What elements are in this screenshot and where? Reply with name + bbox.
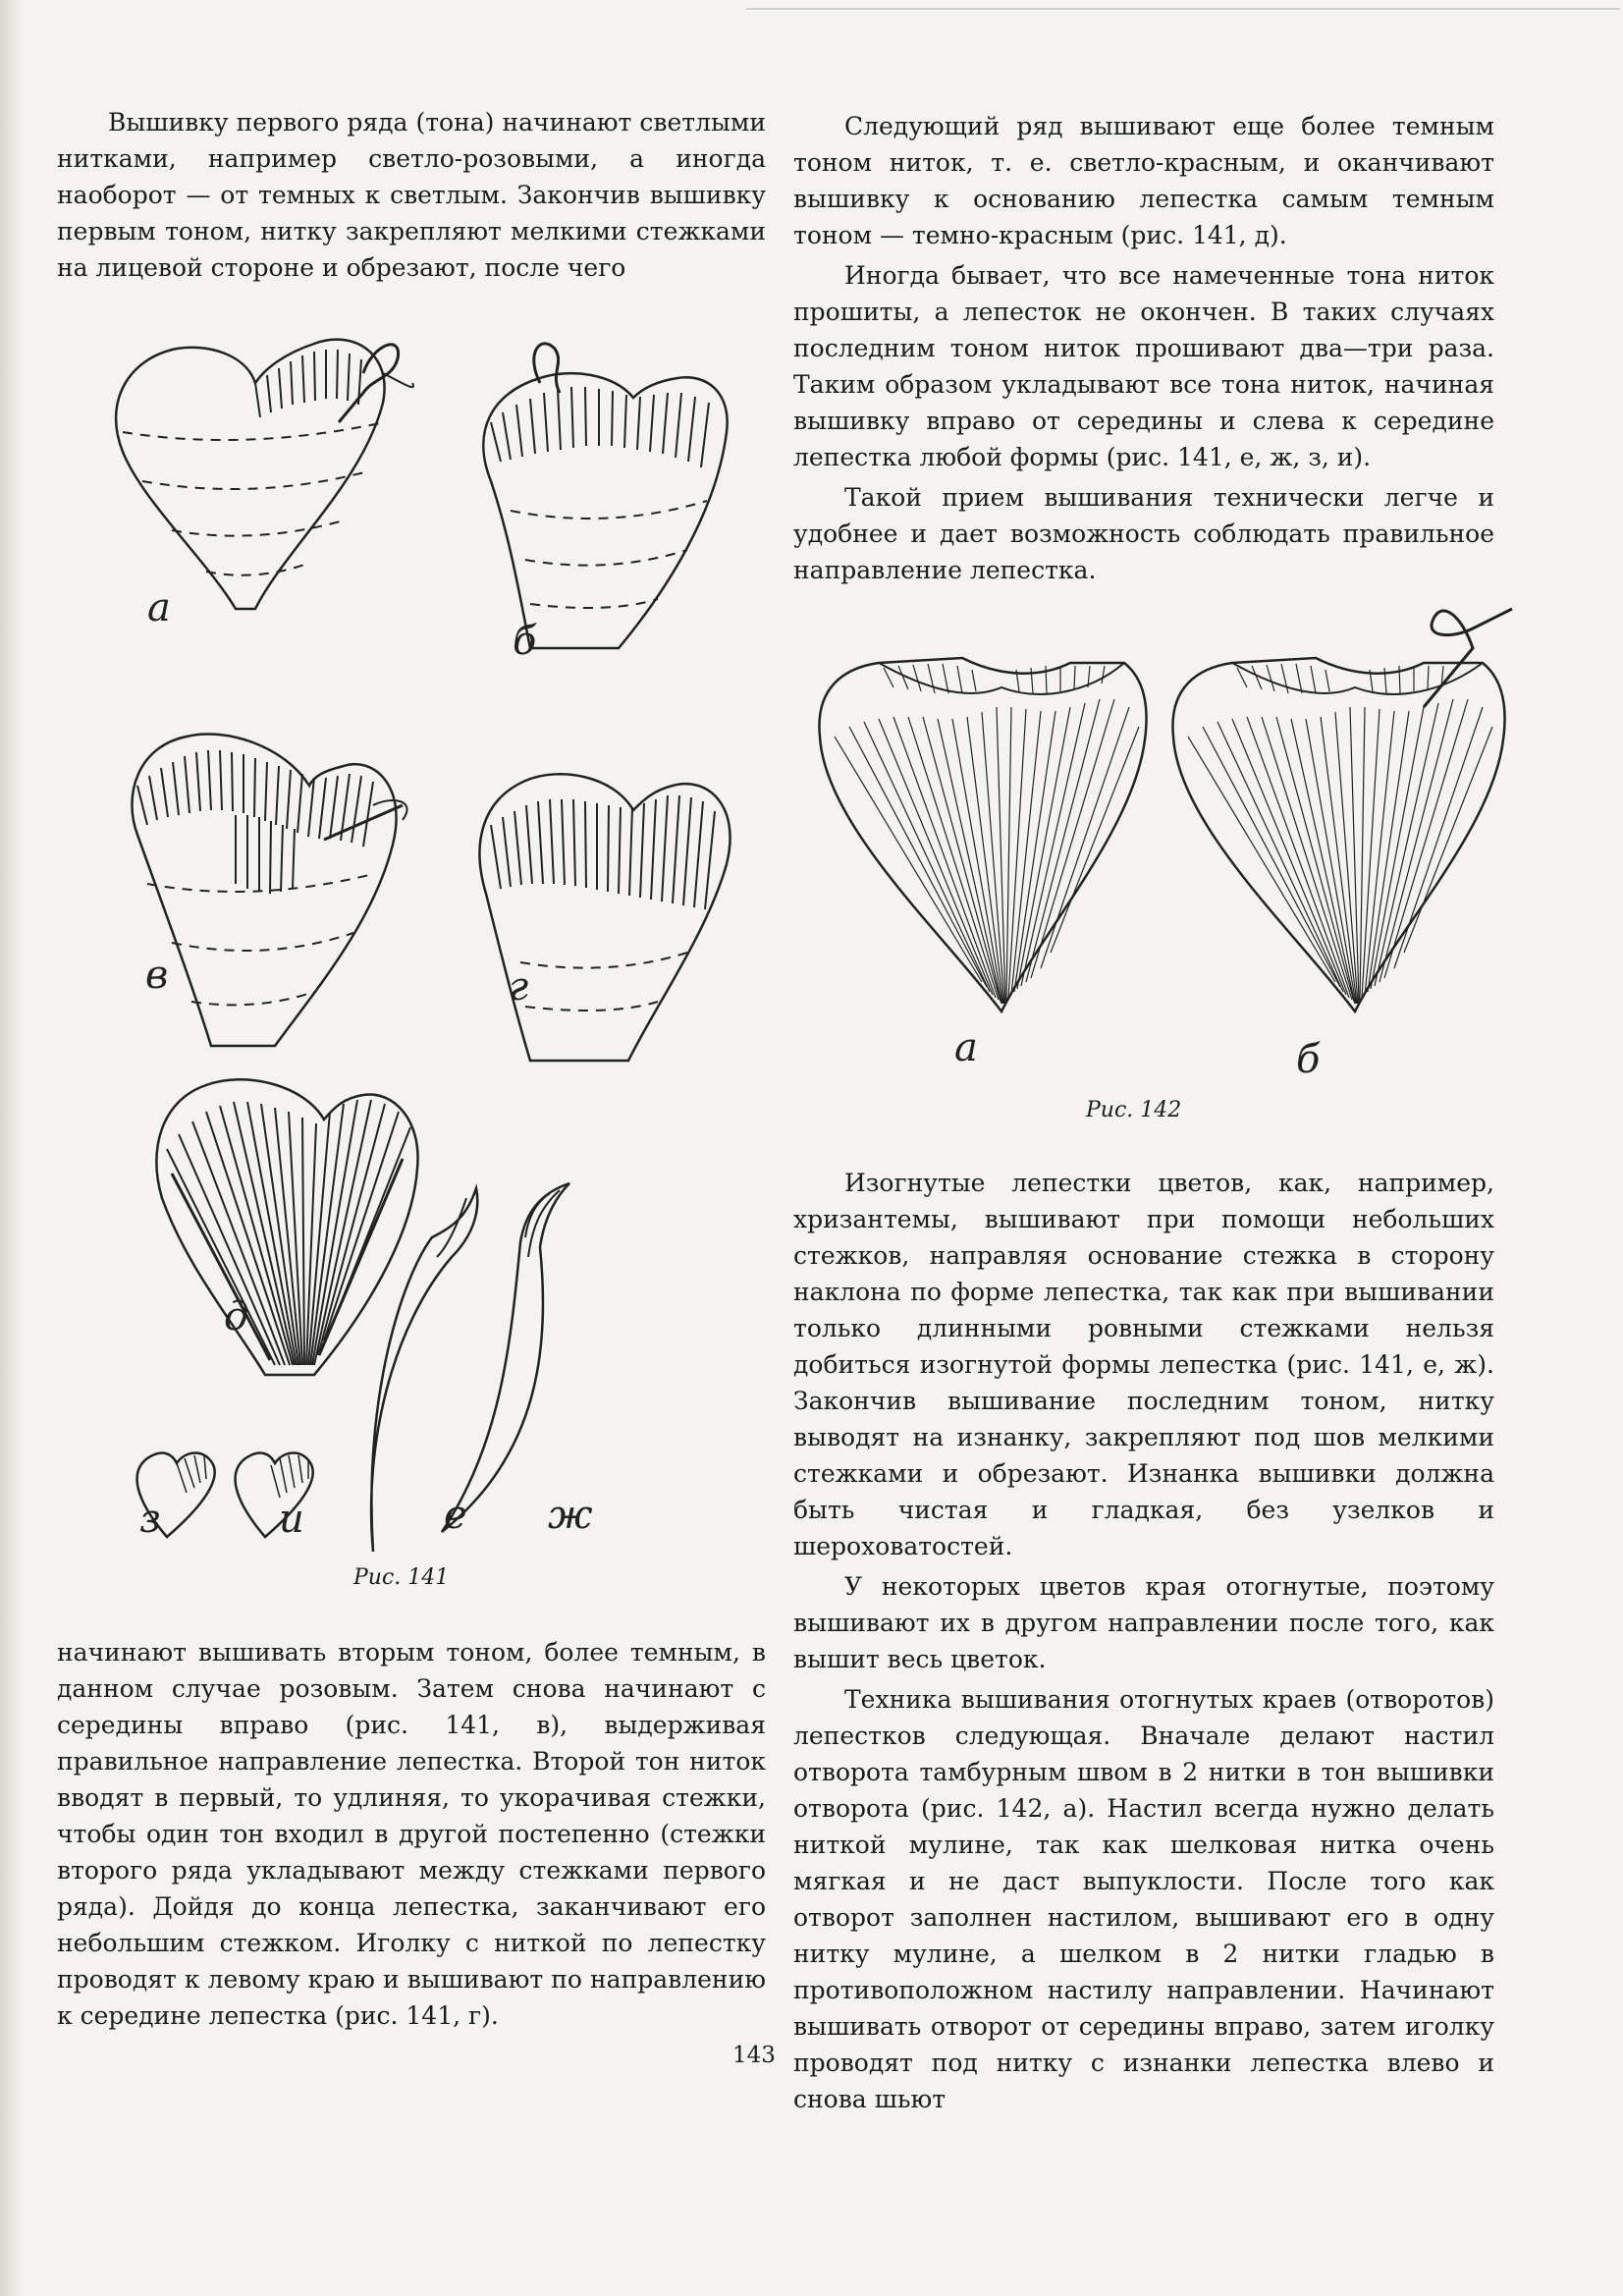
petal-a-illustration <box>116 340 413 609</box>
figure-141-caption: Рис. 141 <box>353 1565 450 1590</box>
petal-b-illustration <box>483 344 727 648</box>
figure-141-label-v: в <box>145 953 169 998</box>
page-number: 143 <box>732 2043 776 2068</box>
figure-142-label-a: а <box>954 1025 978 1070</box>
petal-142-b-illustration <box>1172 609 1512 1011</box>
figure-141-label-i: и <box>279 1497 304 1542</box>
paragraph: Иногда бывает, что все намеченные тона ниток прошиты, а лепесток не окончен. В таких случаях последним тоном ниток прошивают два—три раза. Таким образом укладывают все тона ниток, начиная вышивку вправо от середины и слева к середине лепестка любой формы (рис. 141, е, ж, з, и). <box>793 261 1494 471</box>
paragraph: начинают вышивать вторым тоном, более темным, в данном случае розовым. Затем снова начинают с середины вправо (рис. 141, в), выдерживая правильное направление лепестка. Второй тон ниток вводят в первый, то удлиняя, то укорачивая стежки, чтобы один тон входил в другой постепенно (стежки второго ряда укладывают между стежками первого ряда). Дойдя до конца лепестка, заканчивают его небольшим стежком. Иголку с ниткой по лепестку проводят к левому краю и вышивают по направлению к середине лепестка (рис. 141, г). <box>57 1638 766 2030</box>
figure-142 <box>805 609 1512 1021</box>
figure-142-caption: Рис. 142 <box>1086 1098 1182 1122</box>
paragraph: Техника вышивания отогнутых краев (отворотов) лепестков следующая. Вначале делают настил отворота тамбурным швом в 2 нитки в тон вышивки отворота (рис. 142, а). Настил всегда нужно делать ниткой мулине, так как шелковая нитка очень мягкая и не даст выпуклости. После того как отворот заполнен настилом, вышивают его в одну нитку мулине, а шелком в 2 нитки гладью в противоположном настилу направлении. Начинают вышивать отворот от середины вправо, затем иголку проводят под нитку с изнанки лепестка влево и снова шьют <box>793 1685 1494 2113</box>
petal-v-illustration <box>132 734 406 1046</box>
text-column-right-bottom <box>793 1165 1494 2117</box>
figure-142-label-b: б <box>1296 1037 1321 1082</box>
figure-141 <box>79 314 766 1591</box>
text-column-left-top <box>57 104 766 286</box>
text-column-left-bottom <box>57 1634 766 2034</box>
petal-zh-illustration <box>442 1183 569 1532</box>
paragraph: Изогнутые лепестки цветов, как, например, хризантемы, вышивают при помощи небольших стежков, направляя основание стежка в сторону наклона по форме лепестка, так как при вышивании только длинными ровными стежками нельзя добиться изогнутой формы лепестка (рис. 141, е, ж). Закончив вышивание последним тоном, нитку выводят на изнанку, закрепляют под шов мелкими стежками и обрезают. Изнанка вышивки должна быть чистая и гладкая, без узелков и шероховатостей. <box>793 1169 1494 1560</box>
figure-141-label-g: г <box>509 964 529 1010</box>
paragraph: Вышивку первого ряда (тона) начинают светлыми нитками, например светло-розовыми, а иногда наоборот — от темных к светлым. Закончив вышивку первым тоном, нитку закрепляют мелкими стежками на лицевой стороне и обрезают, после чего <box>57 108 766 282</box>
petal-g-illustration <box>479 774 730 1061</box>
petal-d-illustration <box>156 1079 417 1375</box>
petal-142-a-illustration <box>819 658 1146 1011</box>
figure-141-label-b: б <box>513 619 537 664</box>
figure-141-label-a: а <box>147 585 171 630</box>
scan-edge-shadow <box>0 0 22 2296</box>
scan-top-line <box>746 8 1620 10</box>
figure-141-label-d: д <box>224 1294 249 1339</box>
paragraph: Следующий ряд вышивают еще более темным тоном ниток, т. е. светло-красным, и оканчивают вышивку к основанию лепестка самым темным тоном — темно-красным (рис. 141, д). <box>793 112 1494 249</box>
figure-141-label-z: з <box>139 1497 161 1542</box>
paragraph: У некоторых цветов края отогнутые, поэтому вышивают их в другом направлении после того, как вышит весь цветок. <box>793 1572 1494 1673</box>
text-column-right-top <box>793 108 1494 588</box>
figure-141-label-e: е <box>444 1493 467 1538</box>
paragraph: Такой прием вышивания технически легче и удобнее и дает возможность соблюдать правильное направление лепестка. <box>793 483 1494 584</box>
figure-141-label-zh: ж <box>548 1493 593 1538</box>
